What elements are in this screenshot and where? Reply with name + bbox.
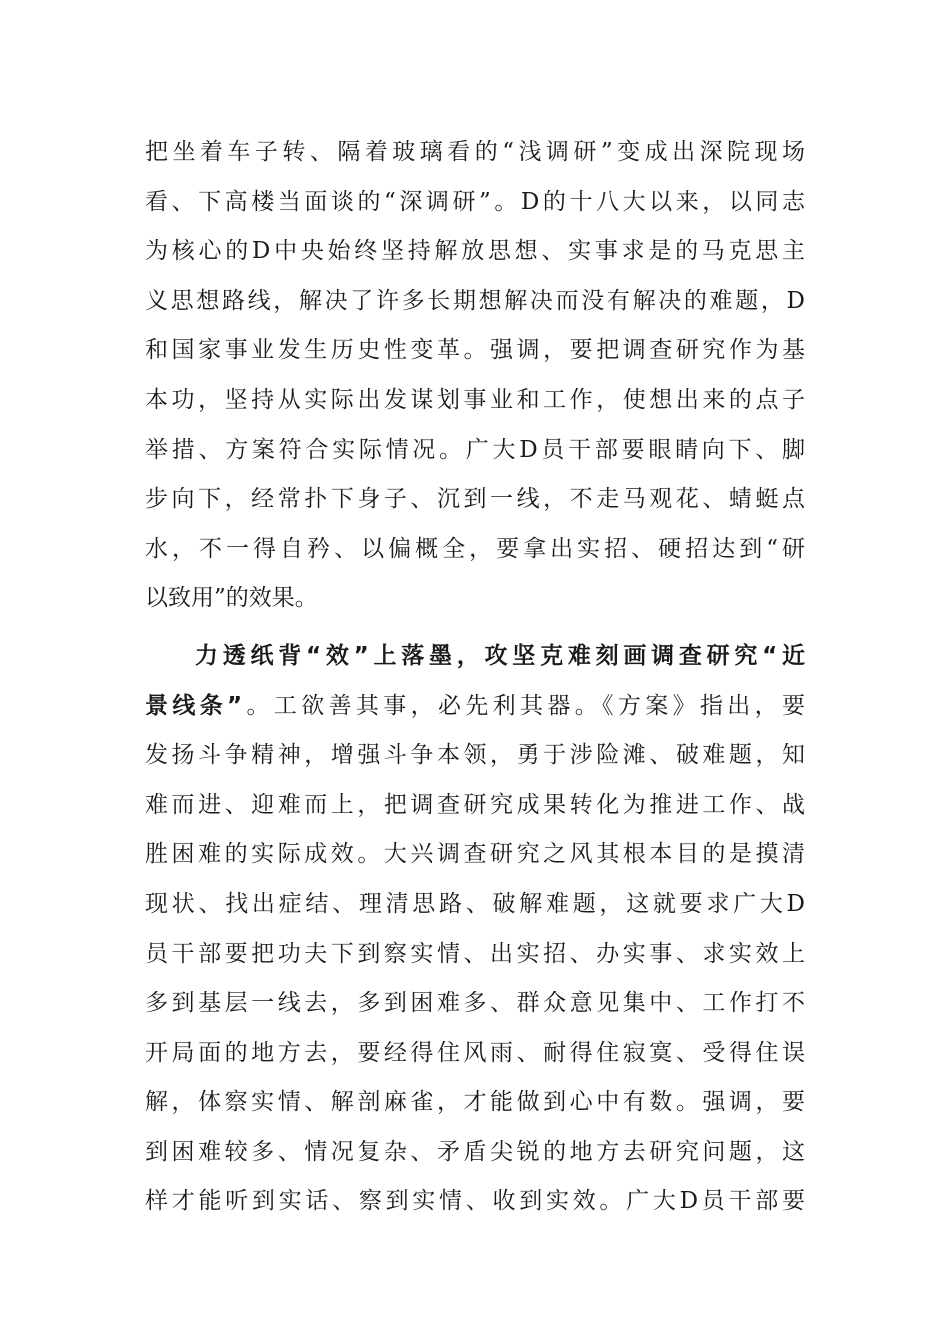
paragraph-1 <box>145 128 805 624</box>
paragraph-line: 为核心的D中央始终坚持解放思想、实事求是的马克思主 <box>145 238 805 265</box>
paragraph-line: 步向下，经常扑下身子、沉到一线，不走马观花、蜻蜓点 <box>145 486 805 513</box>
section-heading: 力透纸背“效”上落墨，攻坚克难刻画调查研究“近 <box>195 642 805 669</box>
document-body <box>145 128 805 1227</box>
paragraph-line: 义思想路线，解决了许多长期想解决而没有解决的难题，D <box>145 287 805 314</box>
paragraph-2 <box>145 632 805 1227</box>
paragraph-line: 水，不一得自矜、以偏概全，要拿出实招、硬招达到“研 <box>145 535 805 562</box>
paragraph-line: 样才能听到实话、察到实情、收到实效。广大D员干部要 <box>145 1188 805 1215</box>
paragraph-line: 到困难较多、情况复杂、矛盾尖锐的地方去研究问题，这 <box>145 1138 805 1165</box>
paragraph-line: 开局面的地方去，要经得住风雨、耐得住寂寞、受得住误 <box>145 1039 805 1066</box>
paragraph-line: 看、下高楼当面谈的“深调研”。D的十八大以来，以同志 <box>145 188 805 215</box>
paragraph-line: 多到基层一线去，多到困难多、群众意见集中、工作打不 <box>145 990 805 1017</box>
paragraph-line: 难而进、迎难而上，把调查研究成果转化为推进工作、战 <box>145 791 805 818</box>
paragraph-text: 。工欲善其事，必先利其器。《方案》指出，要 <box>242 692 805 719</box>
paragraph-line: 现状、找出症结、理清思路、破解难题，这就要求广大D <box>145 890 805 917</box>
paragraph-line <box>145 682 805 732</box>
section-heading-tail: 景线条” <box>145 692 243 719</box>
paragraph-line: 发扬斗争精神，增强斗争本领，勇于涉险滩、破难题，知 <box>145 742 805 769</box>
paragraph-line: 解，体察实情、解剖麻雀，才能做到心中有数。强调，要 <box>145 1089 805 1116</box>
paragraph-line: 把坐着车子转、隔着玻璃看的“浅调研”变成出深院现场 <box>145 139 805 165</box>
paragraph-line: 举措、方案符合实际情况。广大D员干部要眼睛向下、脚 <box>145 436 805 463</box>
paragraph-line: 本功，坚持从实际出发谋划事业和工作，使想出来的点子 <box>145 386 805 413</box>
paragraph-line: 胜困难的实际成效。大兴调查研究之风其根本目的是摸清 <box>145 841 805 868</box>
paragraph-line: 以致用”的效果。 <box>145 585 318 612</box>
paragraph-line: 和国家事业发生历史性变革。强调，要把调查研究作为基 <box>145 337 805 364</box>
paragraph-line: 员干部要把功夫下到察实情、出实招、办实事、求实效上 <box>145 940 805 967</box>
